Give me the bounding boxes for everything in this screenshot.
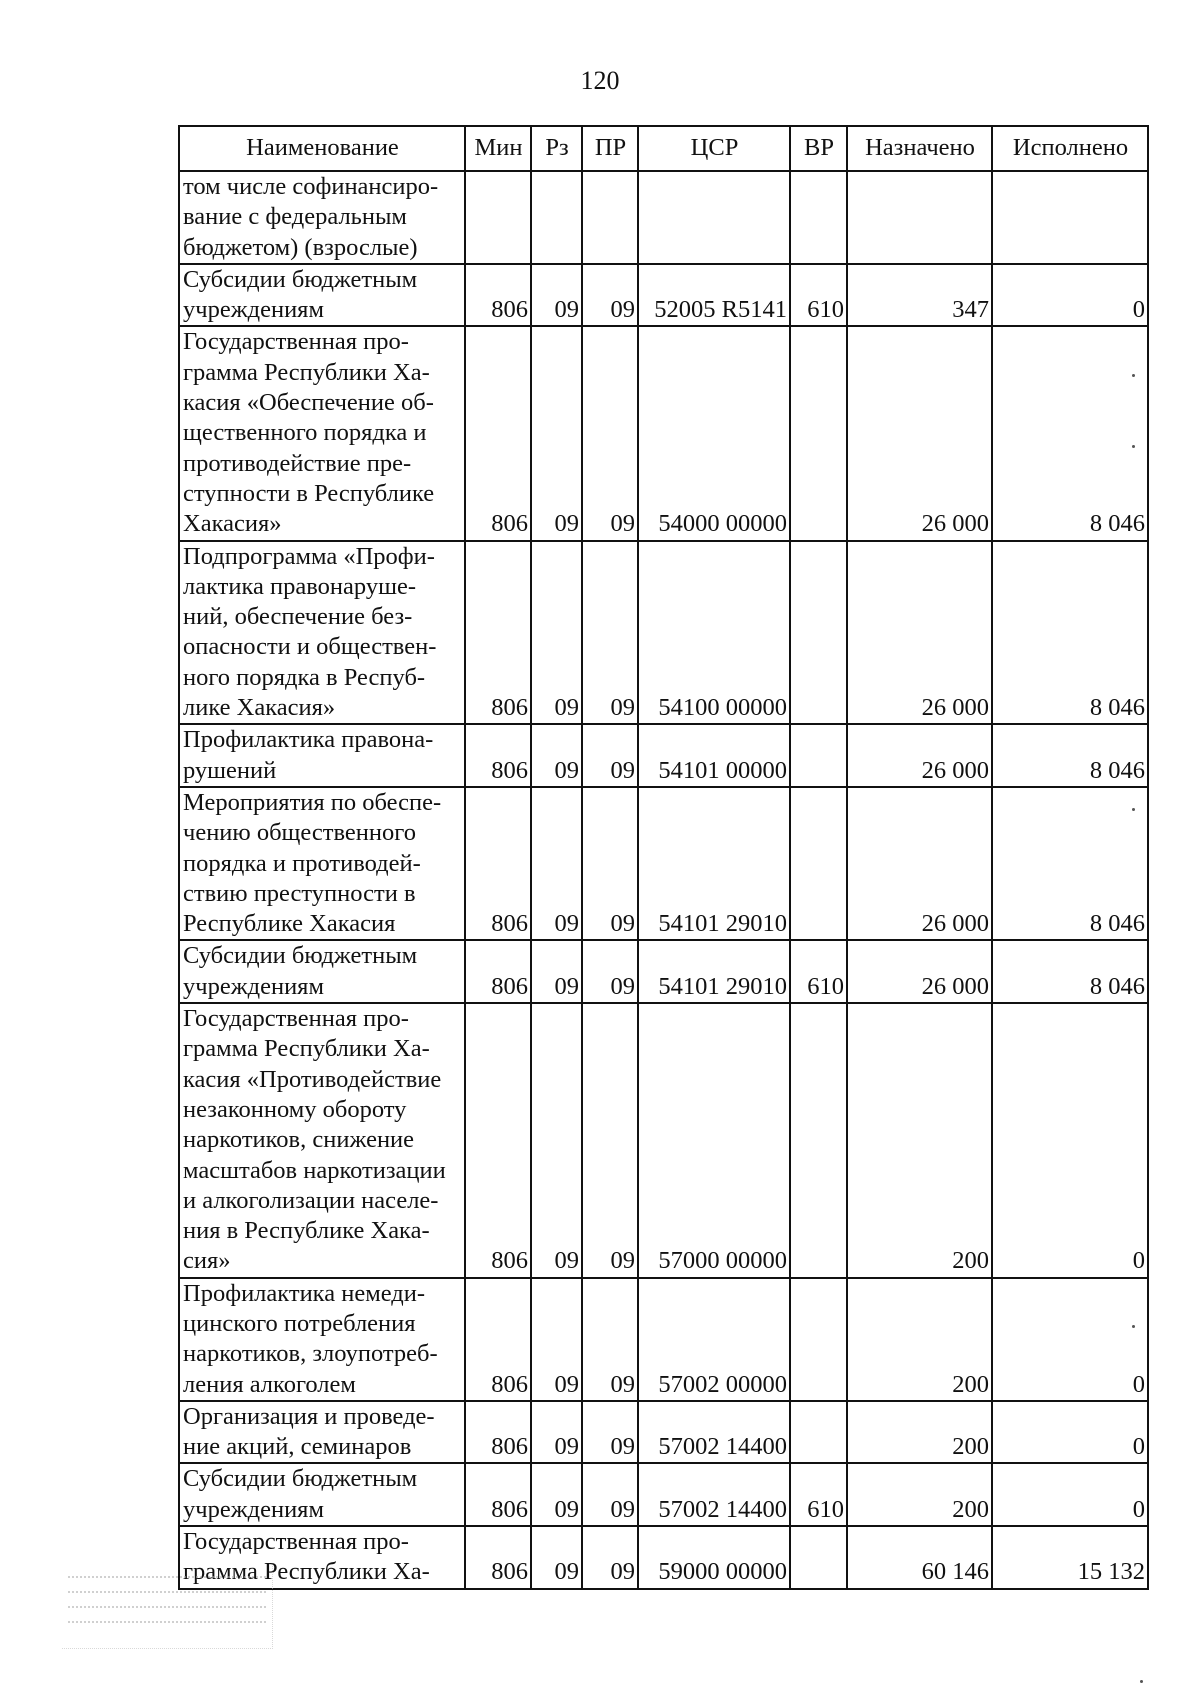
scan-speck [1132,445,1135,448]
stamp-line [68,1606,266,1611]
row-csr: 54101 29010 [638,940,790,1003]
header-min: Мин [465,126,531,171]
row-executed: 0 [992,1463,1148,1526]
row-executed: 0 [992,264,1148,327]
row-executed: 0 [992,1278,1148,1401]
row-csr: 57002 14400 [638,1463,790,1526]
row-rz: 09 [531,1003,582,1278]
row-vr [790,171,847,264]
row-min: 806 [465,724,531,787]
stamp-line [68,1576,266,1581]
row-executed: 0 [992,1401,1148,1464]
row-name: том числе софинансиро- вание с федеральным бюджетом) (взрослые) [179,171,465,264]
row-executed: 8 046 [992,940,1148,1003]
row-rz: 09 [531,1463,582,1526]
row-pr: 09 [582,1278,638,1401]
header-csr: ЦСР [638,126,790,171]
row-vr [790,1278,847,1401]
row-min: 806 [465,940,531,1003]
row-rz: 09 [531,1526,582,1589]
table-header-row [179,126,1148,171]
row-csr: 57002 14400 [638,1401,790,1464]
row-assigned: 26 000 [847,787,992,940]
row-rz: 09 [531,264,582,327]
row-csr: 54101 00000 [638,724,790,787]
row-name: Подпрограмма «Профи- лактика правонаруше- ний, обеспечение без- опасности и обществен- ного порядка в Респуб- лике Хакасия» [179,541,465,725]
row-name: Государственная про- грамма Республики Ха- касия «Противодействие незаконному обороту наркотиков, снижение масштабов наркотизации и алкоголизации населе- ния в Республике Хака- сия» [179,1003,465,1278]
scan-speck [1132,808,1135,811]
row-pr: 09 [582,1401,638,1464]
header-assigned: Назначено [847,126,992,171]
row-csr: 57002 00000 [638,1278,790,1401]
header-vr: ВР [790,126,847,171]
row-executed: 8 046 [992,724,1148,787]
table-row [179,326,1148,540]
row-vr: 610 [790,1463,847,1526]
row-csr: 54100 00000 [638,541,790,725]
row-executed: 8 046 [992,787,1148,940]
row-csr: 54000 00000 [638,326,790,540]
row-csr: 52005 R5141 [638,264,790,327]
row-min: 806 [465,1278,531,1401]
row-name: Субсидии бюджетным учреждениям [179,940,465,1003]
row-name: Профилактика немеди- цинского потребления наркотиков, злоупотреб- ления алкоголем [179,1278,465,1401]
row-pr: 09 [582,787,638,940]
row-executed: 8 046 [992,541,1148,725]
table-row [179,724,1148,787]
row-csr: 54101 29010 [638,787,790,940]
row-vr: 610 [790,940,847,1003]
row-min: 806 [465,1463,531,1526]
row-assigned: 26 000 [847,326,992,540]
row-pr: 09 [582,264,638,327]
row-assigned: 200 [847,1401,992,1464]
table-row [179,1278,1148,1401]
table-row [179,787,1148,940]
row-csr: 59000 00000 [638,1526,790,1589]
row-name: Организация и проведе- ние акций, семинаров [179,1401,465,1464]
row-vr [790,724,847,787]
row-assigned: 200 [847,1463,992,1526]
row-min [465,171,531,264]
row-assigned [847,171,992,264]
row-min: 806 [465,326,531,540]
row-vr [790,1003,847,1278]
table-row [179,1463,1148,1526]
row-pr: 09 [582,940,638,1003]
table-row [179,1003,1148,1278]
row-rz: 09 [531,1401,582,1464]
row-pr: 09 [582,724,638,787]
row-vr [790,1401,847,1464]
page-number: 120 [580,66,620,95]
row-rz: 09 [531,326,582,540]
row-min: 806 [465,1401,531,1464]
table-row [179,541,1148,725]
row-min: 806 [465,787,531,940]
row-assigned: 200 [847,1003,992,1278]
budget-table [178,125,1149,1590]
row-rz: 09 [531,541,582,725]
row-pr: 09 [582,541,638,725]
table-row [179,264,1148,327]
row-assigned: 347 [847,264,992,327]
row-pr: 09 [582,1526,638,1589]
row-vr: 610 [790,264,847,327]
scan-speck [1132,374,1135,377]
row-pr: 09 [582,1463,638,1526]
row-rz: 09 [531,724,582,787]
scan-speck [1132,1325,1135,1328]
row-assigned: 26 000 [847,940,992,1003]
row-csr: 57000 00000 [638,1003,790,1278]
row-assigned: 200 [847,1278,992,1401]
table-row [179,940,1148,1003]
row-pr: 09 [582,1003,638,1278]
row-name: Субсидии бюджетным учреждениям [179,1463,465,1526]
row-name: Профилактика правона- рушений [179,724,465,787]
header-name: Наименование [179,126,465,171]
header-pr: ПР [582,126,638,171]
row-vr [790,541,847,725]
row-pr: 09 [582,326,638,540]
row-name: Государственная про- грамма Республики Ха- касия «Обеспечение об- щественного порядка и противодействие пре- ступности в Республике Хакасия» [179,326,465,540]
row-assigned: 26 000 [847,541,992,725]
row-pr [582,171,638,264]
faded-stamp [62,1566,273,1649]
row-assigned: 60 146 [847,1526,992,1589]
row-rz: 09 [531,787,582,940]
row-vr [790,787,847,940]
row-executed [992,171,1148,264]
header-executed: Исполнено [992,126,1148,171]
table-row [179,171,1148,264]
stamp-line [68,1621,266,1626]
row-csr [638,171,790,264]
row-name: Субсидии бюджетным учреждениям [179,264,465,327]
row-min: 806 [465,541,531,725]
row-rz: 09 [531,940,582,1003]
row-assigned: 26 000 [847,724,992,787]
scan-speck [1140,1680,1143,1683]
stamp-line [68,1591,266,1596]
row-min: 806 [465,1003,531,1278]
row-name: Мероприятия по обеспе- чению общественного порядка и противодей- ствию преступности в Республике Хакасия [179,787,465,940]
row-min: 806 [465,264,531,327]
row-executed: 8 046 [992,326,1148,540]
row-executed: 0 [992,1003,1148,1278]
row-executed: 15 132 [992,1526,1148,1589]
row-vr [790,1526,847,1589]
row-name: Государственная про- грамма Республики Ха- [179,1526,465,1589]
row-rz [531,171,582,264]
table-row [179,1526,1148,1589]
row-rz: 09 [531,1278,582,1401]
row-vr [790,326,847,540]
table-row [179,1401,1148,1464]
row-min: 806 [465,1526,531,1589]
header-rz: Рз [531,126,582,171]
